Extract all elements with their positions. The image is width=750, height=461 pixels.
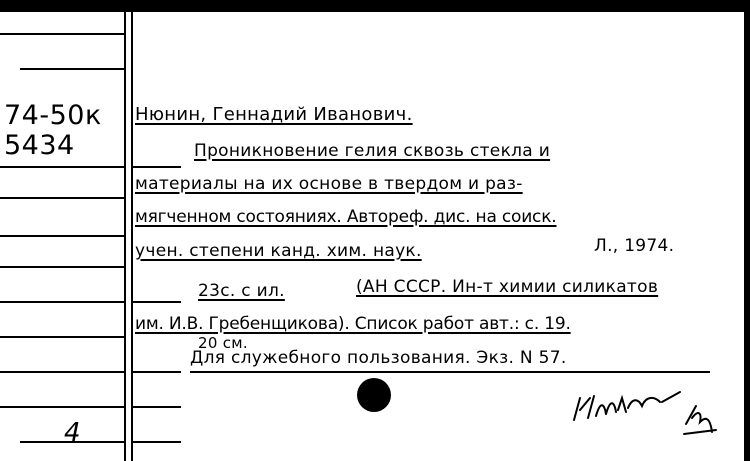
record-number: 5434 [4,130,75,161]
ruled-line [0,166,124,168]
ruled-line [0,33,124,35]
dimensions: 20 см. [198,334,248,352]
access-note: Для служебного пользования. Экз. N 57. [190,348,567,368]
ruled-line [0,371,124,373]
ruled-line [131,166,181,168]
page-number: 4 [64,418,81,448]
ruled-line [0,336,124,338]
title-line-1: Проникновение гелия сквозь стекла и [194,141,551,161]
card-right-edge [744,0,750,461]
author-heading: Нюнин, Геннадий Иванович. [135,104,413,125]
series-note: (АН СССР. Ин-т химии силикатов [356,277,659,297]
title-line-3: мягченном состояниях. Автореф. дис. на соиск. [135,207,557,227]
series-note-cont: им. И.В. Гребенщикова). Список работ авт.: с. 19. [135,314,571,334]
pagination: 23с. с ил. [198,281,285,301]
ruled-line [131,301,181,303]
ruled-line [20,68,124,70]
signature-mark [570,388,720,440]
card-top-edge [0,0,750,12]
call-number: 74-50к [4,100,102,131]
punch-hole [357,378,391,412]
ruled-line [0,406,124,408]
ruled-line [0,301,124,303]
ruled-line [0,235,124,237]
ruled-line [131,406,181,408]
ruled-line [190,371,710,373]
margin-line-inner [131,12,133,461]
ruled-line [0,197,124,199]
margin-line-outer [124,12,126,461]
title-line-4: учен. степени канд. хим. наук. [135,241,422,261]
ruled-line [131,441,181,443]
title-line-2: материалы на их основе в твердом и раз- [135,174,523,194]
ruled-line [0,266,124,268]
ruled-line [131,371,181,373]
imprint-place-year: Л., 1974. [594,236,675,256]
